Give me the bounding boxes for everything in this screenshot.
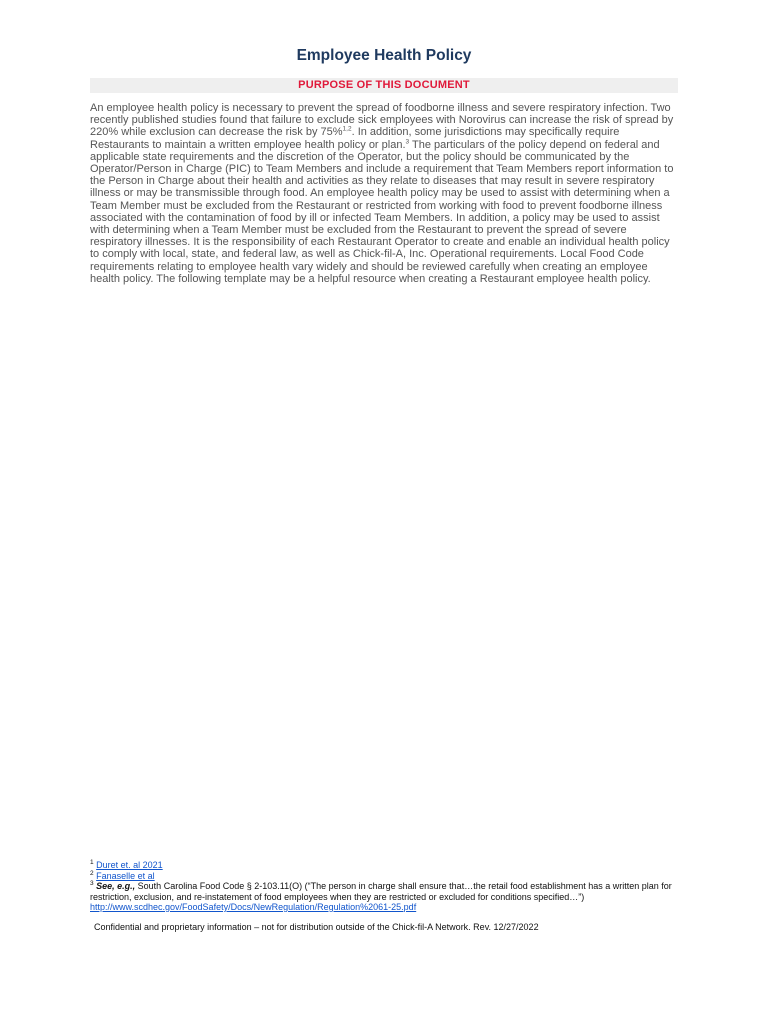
footnote-marker: 1 xyxy=(90,859,94,866)
footnote-ref-3[interactable]: 3 xyxy=(405,137,410,145)
footnote-marker: 2 xyxy=(90,869,94,877)
purpose-text-part-1: An employee health policy is necessary to prevent the spread of foodborne illness and severe respiratory infection. Two recently published studies found that failure to exclude sick employees with Norovirus can increase the risk of spread by 220% while exclusion can decrease the risk by 75% xyxy=(90,102,674,139)
footnote-ref-1-2[interactable]: 1,2 xyxy=(342,125,352,133)
confidential-notice: Confidential and proprietary information – not for distribution outside of the Chick-fil-A Network. Rev. 12/27/2022 xyxy=(94,922,539,932)
footnote-link-duret[interactable]: Duret et. al 2021 xyxy=(96,860,163,870)
footnotes xyxy=(90,860,678,913)
purpose-text-part-2: . In addition, some jurisdictions may specifically require Restaurants to maintain a written employee health policy or plan. xyxy=(90,126,620,151)
footnote-see-eg: See, e.g., xyxy=(96,881,136,891)
footnote-link-scdhec[interactable]: http://www.scdhec.gov/FoodSafety/Docs/NewRegulation/Regulation%2061-25.pdf xyxy=(90,902,417,912)
footnote-2 xyxy=(90,871,678,882)
page-title: Employee Health Policy xyxy=(296,47,472,64)
footnote-link-fanaselle[interactable]: Fanaselle et al xyxy=(96,870,155,881)
purpose-text-part-3: The particulars of the policy depend on federal and applicable state requirements and the discretion of the Operator, but the policy should be communicated by the Operator/Person in Charge (PIC) to Team Members and include a requirement that Team Members report information to the Person in Charge about their health and activities as they relate to diseases that may result in severe respiratory illness or may be transmissible through food. An employee health policy may be used to assist with determining when a Team Member must be excluded from the Restaurant or restricted from working with food to prevent foodborne illness associated with the contamination of food by ill or infected Team Members. In addition, a policy may be used to assist with determining when a Team Member must be excluded from the Restaurant to prevent the spread of severe respiratory illnesses. It is the responsibility of each Restaurant Operator to create and enable an individual health policy to comply with local, state, and federal law, as well as Chick-fil-A, Inc. Operational requirements. Local Food Code requirements relating to employee health vary widely and should be reviewed carefully when creating an employee health policy. The following template may be a helpful resource when creating a Restaurant employee health policy. xyxy=(90,138,674,285)
footnote-marker: 3 xyxy=(90,880,94,887)
section-heading: PURPOSE OF THIS DOCUMENT xyxy=(90,78,678,93)
purpose-paragraph xyxy=(90,102,680,285)
footnote-1 xyxy=(90,860,678,871)
footnote-3 xyxy=(90,881,678,913)
footnote-3-text: South Carolina Food Code § 2-103.11(O) (“The person in charge shall ensure that…the retail food establishment has a written plan for restriction, exclusion, and re-instatement of food employees when they are restricted or excluded for conditions specified…”) xyxy=(90,881,672,902)
